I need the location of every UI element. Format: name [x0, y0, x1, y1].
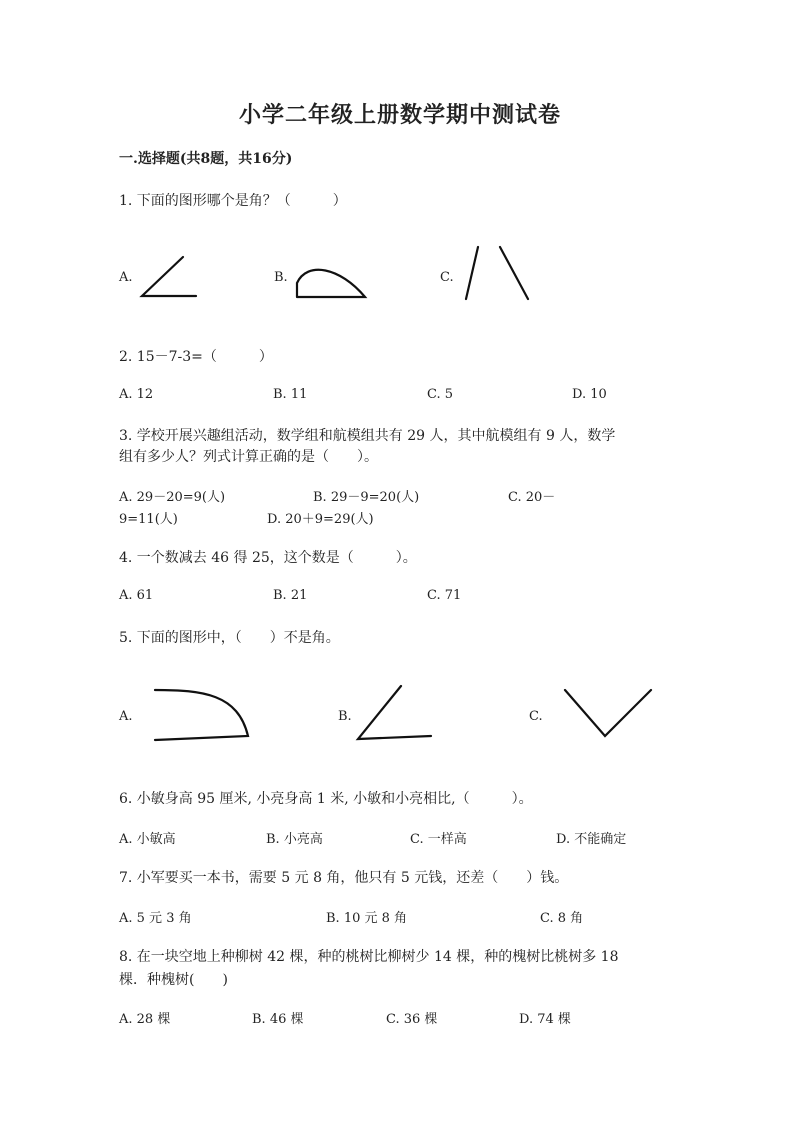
page-title: 小学二年级上册数学期中测试卷: [238, 102, 561, 128]
question-8-option-d[interactable]: D. 74 棵: [519, 1012, 571, 1027]
question-4-option-a[interactable]: A. 61: [119, 588, 154, 603]
question-3-stem-line-2: 组有多少人？列式计算正确的是（ ）。: [119, 449, 378, 465]
question-1-option-c[interactable]: C.: [440, 270, 454, 285]
question-2-option-c[interactable]: C. 5: [427, 387, 454, 402]
section-heading: 一.选择题(共8题，共16分): [119, 151, 293, 167]
question-2-option-a[interactable]: A. 12: [119, 387, 154, 402]
q1-figure-b-curve: [295, 263, 370, 301]
question-3-stem-line-1: 3. 学校开展兴趣组活动，数学组和航模组共有 29 人，其中航模组有 9 人，数学: [119, 428, 616, 444]
question-2-option-b[interactable]: B. 11: [273, 387, 308, 402]
question-7-option-c[interactable]: C. 8 角: [540, 911, 584, 926]
q5-figure-c-angle: [563, 688, 655, 740]
question-5-stem: 5. 下面的图形中，（ ）不是角。: [119, 630, 340, 646]
question-2-stem: 2. 15－7-3=（ ）: [119, 349, 273, 365]
question-1-stem: 1. 下面的图形哪个是角？（ ）: [119, 193, 347, 209]
question-7-option-b[interactable]: B. 10 元 8 角: [326, 911, 408, 926]
q5-figure-a-quarter-curve: [153, 688, 253, 744]
question-1-option-a[interactable]: A.: [119, 270, 133, 285]
q1-figure-a-angle: [140, 255, 200, 300]
question-3-option-a[interactable]: A. 29－20=9(人): [119, 490, 226, 505]
question-1-option-b[interactable]: B.: [274, 270, 288, 285]
question-6-option-d[interactable]: D. 不能确定: [556, 832, 627, 847]
question-3-option-d[interactable]: D. 20＋9=29(人): [267, 512, 374, 527]
question-8-option-a[interactable]: A. 28 棵: [119, 1012, 171, 1027]
question-7-option-a[interactable]: A. 5 元 3 角: [119, 911, 192, 926]
q1-figure-c-lines: [460, 245, 535, 305]
question-7-stem: 7. 小军要买一本书，需要 5 元 8 角，他只有 5 元钱，还差（ ）钱。: [119, 870, 569, 886]
question-6-option-b[interactable]: B. 小亮高: [266, 832, 323, 847]
question-2-option-d[interactable]: D. 10: [572, 387, 607, 402]
question-4-stem: 4. 一个数减去 46 得 25，这个数是（ ）。: [119, 550, 417, 566]
question-3-option-c-continued: 9=11(人): [119, 512, 178, 527]
q5-figure-b-angle: [354, 684, 436, 742]
question-8-option-c[interactable]: C. 36 棵: [386, 1012, 438, 1027]
question-4-option-b[interactable]: B. 21: [273, 588, 308, 603]
question-4-option-c[interactable]: C. 71: [427, 588, 462, 603]
question-5-option-a[interactable]: A.: [119, 709, 133, 724]
question-6-stem: 6. 小敏身高 95 厘米, 小亮身高 1 米, 小敏和小亮相比,（ ）。: [119, 791, 533, 807]
question-6-option-a[interactable]: A. 小敏高: [119, 832, 176, 847]
question-8-stem-line-1: 8. 在一块空地上种柳树 42 棵，种的桃树比柳树少 14 棵，种的槐树比桃树多 18: [119, 949, 619, 965]
question-8-option-b[interactable]: B. 46 棵: [252, 1012, 304, 1027]
question-6-option-c[interactable]: C. 一样高: [410, 832, 467, 847]
question-3-option-c[interactable]: C. 20－: [508, 490, 556, 505]
question-5-option-c[interactable]: C.: [529, 709, 543, 724]
question-5-option-b[interactable]: B.: [338, 709, 352, 724]
question-8-stem-line-2: 棵．种槐树( ): [119, 972, 228, 988]
question-3-option-b[interactable]: B. 29－9=20(人): [313, 490, 420, 505]
